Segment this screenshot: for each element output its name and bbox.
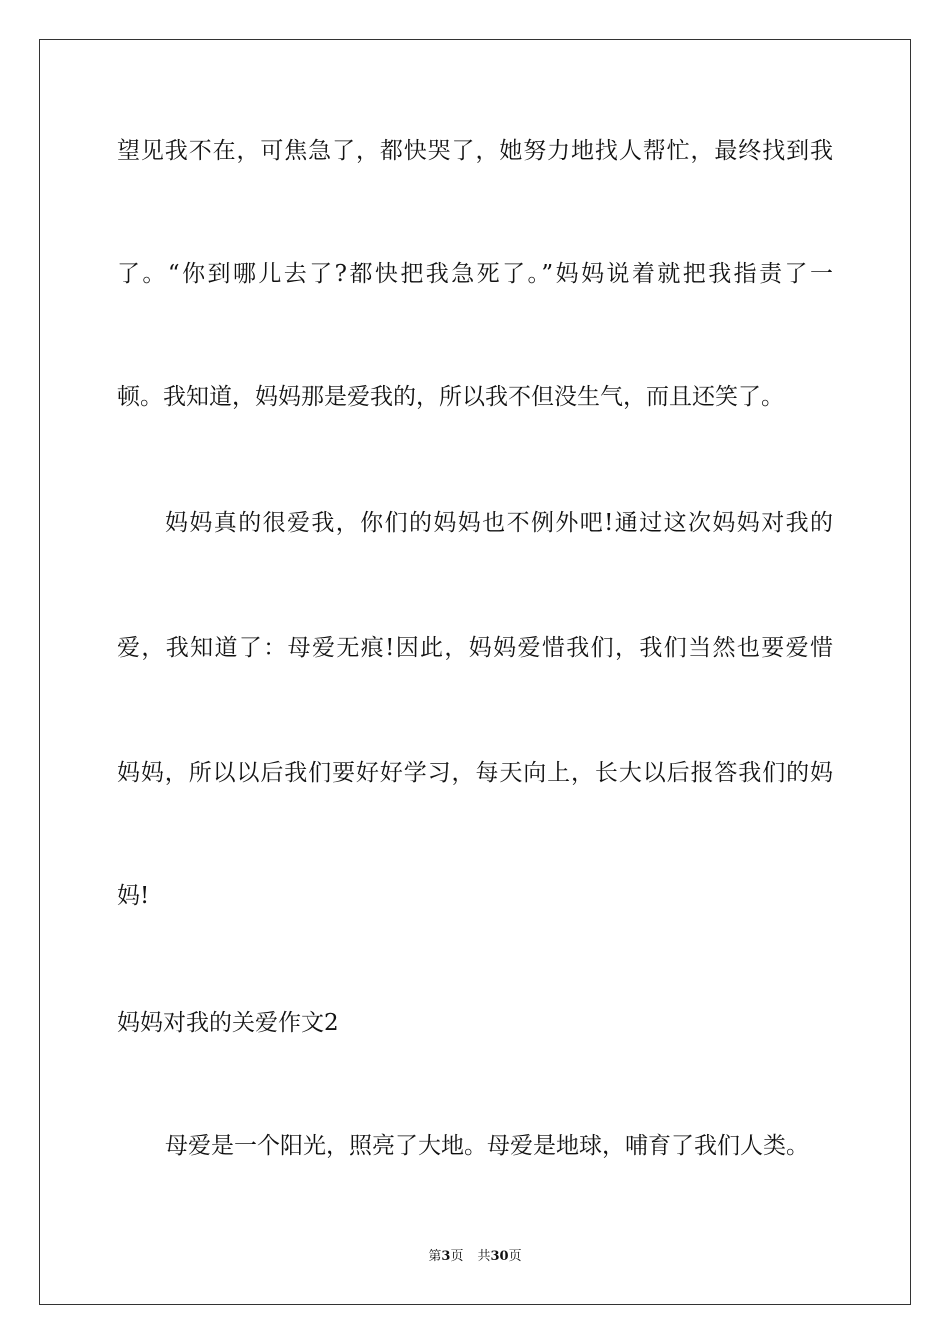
page-footer [0,1248,950,1266]
text-line-3: 顿。我知道，妈妈那是爱我的，所以我不但没生气，而且还笑了。 [117,384,784,410]
footer-total-suffix: 页 [508,1249,522,1264]
section-heading: 妈妈对我的关爱作文2 [117,1010,339,1036]
footer-total-number: 30 [490,1249,509,1264]
text-line-5: 爱，我知道了：母爱无痕!因此，妈妈爱惜我们，我们当然也要爱惜 [117,635,833,661]
footer-total-prefix: 共 [477,1249,491,1264]
text-line-1: 望见我不在，可焦急了，都快哭了，她努力地找人帮忙，最终找到我 [117,138,833,164]
footer-page-number: 3 [441,1249,451,1264]
text-line-6: 妈妈，所以以后我们要好好学习，每天向上，长大以后报答我们的妈 [117,760,833,786]
text-line-7: 妈! [117,883,150,909]
text-line-9: 母爱是一个阳光，照亮了大地。母爱是地球，哺育了我们人类。 [165,1133,809,1159]
text-line-2: 了。“你到哪儿去了?都快把我急死了。”妈妈说着就把我指责了一 [117,261,833,287]
text-line-4: 妈妈真的很爱我，你们的妈妈也不例外吧!通过这次妈妈对我的 [165,510,833,536]
page-border [39,39,911,1305]
footer-page-prefix: 第 [428,1249,442,1264]
footer-page-suffix: 页 [450,1249,464,1264]
